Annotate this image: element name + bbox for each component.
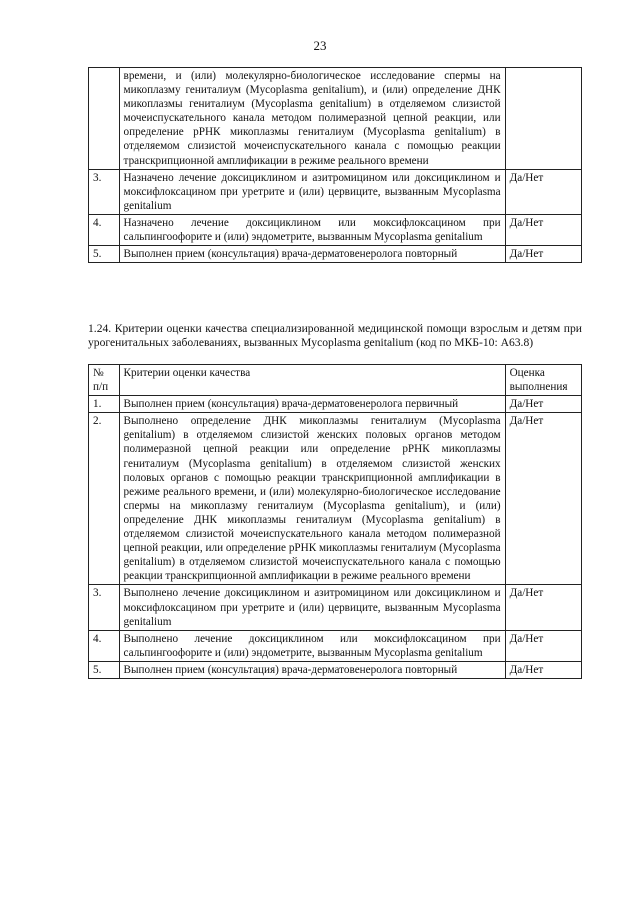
section-heading: 1.24. Критерии оценки качества специализированной медицинской помощи взрослым и детям при урогенитальных заболеваниях, вызванных Mycoplasma genitalium (код по МКБ-10: A63.8) [88, 322, 582, 350]
row-number: 5. [89, 246, 120, 263]
table-header-row [89, 365, 582, 396]
result-cell: Да/Нет [505, 585, 581, 630]
criterion-text: Назначено лечение доксициклином или моксифлоксацином при сальпингоофорите и (или) эндометрите, вызванным Mycoplasma genitalium [119, 214, 505, 245]
row-number: 1. [89, 396, 120, 413]
result-cell: Да/Нет [505, 630, 581, 661]
criterion-text: Выполнен прием (консультация) врача-дерматовенеролога повторный [119, 246, 505, 263]
table-row [89, 169, 582, 214]
table-row [89, 214, 582, 245]
criteria-table-continued [88, 67, 582, 263]
table-row [89, 585, 582, 630]
header-criterion: Критерии оценки качества [119, 365, 505, 396]
row-number: 3. [89, 169, 120, 214]
criteria-table [88, 364, 582, 679]
table-row [89, 396, 582, 413]
result-cell: Да/Нет [505, 413, 581, 585]
header-result: Оценка выполнения [505, 365, 581, 396]
table-row [89, 246, 582, 263]
result-cell: Да/Нет [505, 661, 581, 678]
criterion-text: Выполнено лечение доксициклином и азитромицином или доксициклином и моксифлоксацином при уретрите и (или) цервиците, вызванным Mycoplasma genitalium [119, 585, 505, 630]
row-number: 3. [89, 585, 120, 630]
row-number: 4. [89, 214, 120, 245]
page-number: 23 [313, 38, 327, 53]
result-cell: Да/Нет [505, 169, 581, 214]
criterion-text: Выполнено определение ДНК микоплазмы гениталиум (Mycoplasma genitalium) в отделяемом слизистой женских половых органов методом полимеразной цепной реакции или определение рРНК микоплазмы гениталиум (Mycoplasma genitalium) в отделяемом слизистой женских половых органов с помощью реакции транскрипционной амплификации в режиме реального времени, и (или) молекулярно-биологическое исследование спермы на микоплазму гениталиум (Mycoplasma genitalium), и (или) определение ДНК микоплазмы гениталиум (Mycoplasma genitalium) в отделяемом слизистой мочеиспускательного канала методом полимеразной цепной реакции, или определение рРНК микоплазмы гениталиум (Mycoplasma genitalium) в отделяемом слизистой мочеиспускательного канала с помощью реакции транскрипционной амплификации в режиме реального времени [119, 413, 505, 585]
table-row [89, 413, 582, 585]
table-row [89, 68, 582, 170]
row-number: 2. [89, 413, 120, 585]
row-number: 5. [89, 661, 120, 678]
result-cell: Да/Нет [505, 214, 581, 245]
header-num: № п/п [89, 365, 120, 396]
criterion-text: Выполнен прием (консультация) врача-дерматовенеролога первичный [119, 396, 505, 413]
criterion-text: Выполнено лечение доксициклином или моксифлоксацином при сальпингоофорите и (или) эндометрите, вызванным Mycoplasma genitalium [119, 630, 505, 661]
criterion-text: времени, и (или) молекулярно-биологическое исследование спермы на микоплазму гениталиум (Mycoplasma genitalium), и (или) определение ДНК микоплазмы гениталиум (Mycoplasma genitalium) в отделяемом слизистой мочеиспускательного канала методом полимеразной цепной реакции, или определение рРНК микоплазмы гениталиум (Mycoplasma genitalium) в отделяемом слизистой мочеиспускательного канала с помощью реакции транскрипционной амплификации в режиме реального времени [119, 68, 505, 170]
criterion-text: Назначено лечение доксициклином и азитромицином или доксициклином и моксифлоксацином при уретрите и (или) цервиците, вызванным Mycoplasma genitalium [119, 169, 505, 214]
result-cell: Да/Нет [505, 396, 581, 413]
result-cell [505, 68, 581, 170]
table-row [89, 661, 582, 678]
table-row [89, 630, 582, 661]
criterion-text: Выполнен прием (консультация) врача-дерматовенеролога повторный [119, 661, 505, 678]
row-number: 4. [89, 630, 120, 661]
result-cell: Да/Нет [505, 246, 581, 263]
row-number [89, 68, 120, 170]
